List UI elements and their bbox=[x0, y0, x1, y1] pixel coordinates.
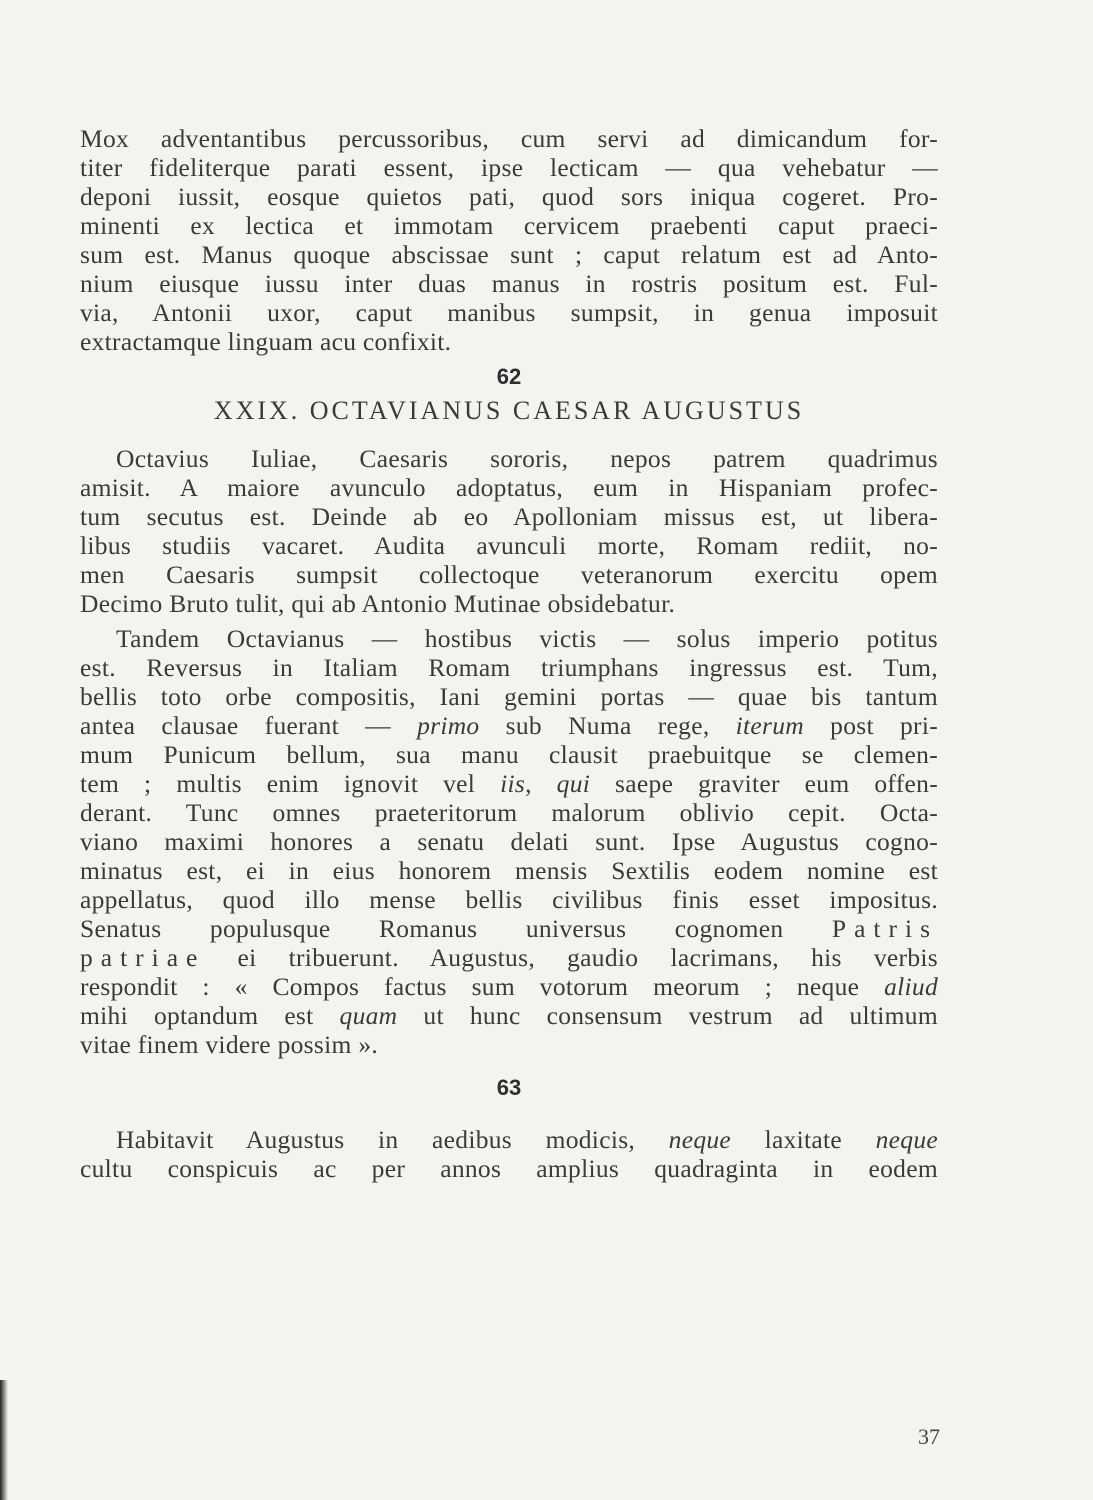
text-line: Tandem Octavianus — hostibus victis — solus imperio potitus bbox=[116, 624, 938, 653]
text-run: post pri- bbox=[804, 711, 939, 740]
text-run: laxitate bbox=[731, 1125, 876, 1154]
section-number-63: 63 bbox=[496, 1075, 522, 1100]
text-line: titer fideliterque parati essent, ipse lecticam — qua vehebatur — bbox=[80, 153, 938, 182]
page-edge-shadow bbox=[0, 1380, 8, 1500]
text-line: tum secutus est. Deinde ab eo Apolloniam missus est, ut libera- bbox=[80, 502, 938, 531]
text-line: minenti ex lectica et immotam cervicem praebenti caput praeci- bbox=[80, 211, 938, 240]
text-line: vitae finem videre possim ». bbox=[80, 1030, 379, 1059]
text-run: , bbox=[525, 769, 557, 798]
chapter-title: XXIX. OCTAVIANUS CAESAR AUGUSTUS bbox=[213, 396, 805, 425]
section-number-62: 62 bbox=[496, 364, 522, 389]
text-line bbox=[80, 711, 938, 740]
text-line: nium eiusque iussu inter duas manus in rostris positum est. Ful- bbox=[80, 269, 938, 298]
text-line: Mox adventantibus percussoribus, cum servi ad dimicandum for- bbox=[80, 124, 938, 153]
text-line: mum Punicum bellum, sua manu clausit praebuitque se clemen- bbox=[80, 740, 938, 769]
text-line: bellis toto orbe compositis, Iani gemini portas — quae bis tantum bbox=[80, 682, 938, 711]
text-run: saepe graviter eum offen- bbox=[590, 769, 939, 798]
text-run: sub Numa rege, bbox=[479, 711, 736, 740]
italic-word: qui bbox=[556, 769, 591, 798]
italic-word: aliud bbox=[884, 972, 938, 1001]
text-line bbox=[80, 1125, 938, 1154]
text-line: Decimo Bruto tulit, qui ab Antonio Mutinae obsidebatur. bbox=[80, 589, 676, 618]
text-line: minatus est, ei in eius honorem mensis Sextilis eodem nomine est bbox=[80, 856, 938, 885]
spaced-word: patriae bbox=[80, 943, 206, 972]
text-line: est. Reversus in Italiam Romam triumphans ingressus est. Tum, bbox=[80, 653, 938, 682]
text-line: libus studiis vacaret. Audita avunculi morte, Romam rediit, no- bbox=[80, 531, 938, 560]
text-line: deponi iussit, eosque quietos pati, quod sors iniqua cogeret. Pro- bbox=[80, 182, 938, 211]
text-line bbox=[80, 769, 938, 798]
text-line: appellatus, quod illo mense bellis civilibus finis esset impositus. bbox=[80, 885, 938, 914]
paragraph-habitavit bbox=[80, 1125, 938, 1183]
paragraph-octavius bbox=[80, 444, 938, 618]
italic-word: neque bbox=[668, 1125, 732, 1154]
text-run: Senatus populusque Romanus universus cognomen bbox=[80, 914, 832, 943]
text-run: ut hunc consensum vestrum ad ultimum bbox=[397, 1001, 938, 1030]
text-line: amisit. A maiore avunculo adoptatus, eum in Hispaniam profec- bbox=[80, 473, 938, 502]
text-line bbox=[80, 914, 938, 943]
text-run: mihi optandum est bbox=[80, 1001, 340, 1030]
text-run: antea clausae fuerant — bbox=[80, 711, 418, 740]
italic-word: neque bbox=[875, 1125, 938, 1154]
paragraph-tandem bbox=[80, 624, 938, 1059]
text-line: cultu conspicuis ac per annos amplius quadraginta in eodem bbox=[80, 1154, 938, 1183]
text-line: Octavius Iuliae, Caesaris sororis, nepos patrem quadrimus bbox=[116, 444, 938, 473]
text-line bbox=[80, 943, 938, 972]
page-number: 37 bbox=[918, 1424, 940, 1449]
text-line: derant. Tunc omnes praeteritorum malorum oblivio cepit. Octa- bbox=[80, 798, 938, 827]
text-line: sum est. Manus quoque abscissae sunt ; caput relatum est ad Anto- bbox=[80, 240, 938, 269]
paragraph-cicero-death bbox=[80, 124, 938, 356]
text-run: tem ; multis enim ignovit vel bbox=[80, 769, 501, 798]
spaced-word: Patris bbox=[831, 914, 938, 943]
text-run: respondit : « Compos factus sum votorum meorum ; neque bbox=[80, 972, 885, 1001]
text-line bbox=[80, 972, 938, 1001]
text-line: extractamque linguam acu confixit. bbox=[80, 327, 452, 356]
text-line: via, Antonii uxor, caput manibus sumpsit, in genua imposuit bbox=[80, 298, 938, 327]
italic-word: quam bbox=[339, 1001, 398, 1030]
italic-word: iis bbox=[500, 769, 526, 798]
italic-word: primo bbox=[417, 711, 480, 740]
italic-word: iterum bbox=[735, 711, 805, 740]
text-line bbox=[80, 1001, 938, 1030]
text-line: viano maximi honores a senatu delati sunt. Ipse Augustus cogno- bbox=[80, 827, 938, 856]
text-run: Habitavit Augustus in aedibus modicis, bbox=[116, 1125, 669, 1154]
book-page bbox=[80, 124, 938, 1183]
text-run: ei tribuerunt. Augustus, gaudio lacrimans, his verbis bbox=[205, 943, 938, 972]
text-line: men Caesaris sumpsit collectoque veteranorum exercitu opem bbox=[80, 560, 938, 589]
